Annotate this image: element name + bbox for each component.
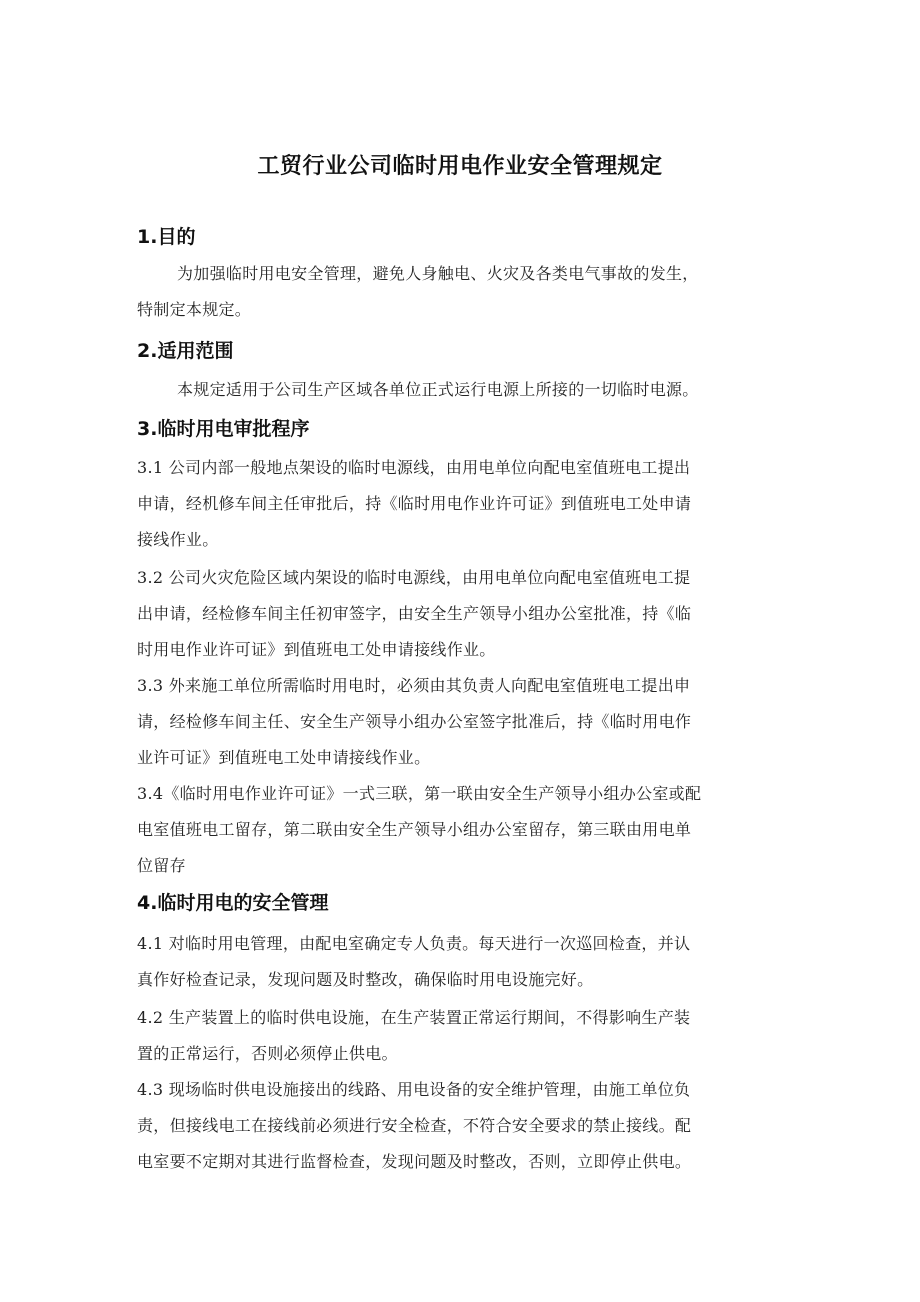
- paragraph-line: 位留存: [137, 856, 186, 875]
- paragraph-line: 4.1 对临时用电管理，由配电室确定专人负责。每天进行一次巡回检查，并认: [137, 934, 691, 953]
- paragraph-line: 责，但接线电工在接线前必须进行安全检查，不符合安全要求的禁止接线。配: [137, 1116, 692, 1135]
- paragraph-line: 电室要不定期对其进行监督检查，发现问题及时整改，否则，立即停止供电。: [137, 1152, 692, 1171]
- paragraph-line: 4.2 生产装置上的临时供电设施，在生产装置正常运行期间，不得影响生产装: [137, 1008, 691, 1027]
- section-heading-safety-management: 4.临时用电的安全管理: [137, 892, 329, 914]
- paragraph-line: 真作好检查记录，发现问题及时整改，确保临时用电设施完好。: [137, 970, 594, 989]
- paragraph-line: 请，经检修车间主任、安全生产领导小组办公室签字批准后，持《临时用电作: [137, 712, 692, 731]
- paragraph-line: 特制定本规定。: [137, 300, 252, 319]
- section-heading-scope: 2.适用范围: [137, 340, 234, 362]
- paragraph-line: 3.3 外来施工单位所需临时用电时，必须由其负责人向配电室值班电工提出申: [137, 676, 691, 695]
- section-heading-approval-procedure: 3.临时用电审批程序: [137, 418, 310, 440]
- paragraph-line: 3.2 公司火灾危险区域内架设的临时电源线，由用电单位向配电室值班电工提: [137, 568, 691, 587]
- paragraph-line: 时用电作业许可证》到值班电工处申请接线作业。: [137, 640, 496, 659]
- document-title: 工贸行业公司临时用电作业安全管理规定: [257, 154, 663, 179]
- paragraph-line: 3.1 公司内部一般地点架设的临时电源线，由用电单位向配电室值班电工提出: [137, 458, 691, 477]
- paragraph-line: 本规定适用于公司生产区域各单位正式运行电源上所接的一切临时电源。: [177, 380, 699, 399]
- paragraph-line: 3.4《临时用电作业许可证》一式三联，第一联由安全生产领导小组办公室或配: [137, 784, 702, 803]
- paragraph-line: 申请，经机修车间主任审批后，持《临时用电作业许可证》到值班电工处申请: [137, 494, 692, 513]
- section-heading-purpose: 1.目的: [137, 226, 196, 248]
- paragraph-line: 为加强临时用电安全管理，避免人身触电、火灾及各类电气事故的发生，: [177, 264, 699, 283]
- paragraph-line: 4.3 现场临时供电设施接出的线路、用电设备的安全维护管理，由施工单位负: [137, 1080, 691, 1099]
- paragraph-line: 业许可证》到值班电工处申请接线作业。: [137, 748, 431, 767]
- paragraph-line: 置的正常运行，否则必须停止供电。: [137, 1044, 398, 1063]
- paragraph-line: 接线作业。: [137, 530, 219, 549]
- paragraph-line: 电室值班电工留存，第二联由安全生产领导小组办公室留存，第三联由用电单: [137, 820, 692, 839]
- paragraph-line: 出申请，经检修车间主任初审签字，由安全生产领导小组办公室批准，持《临: [137, 604, 692, 623]
